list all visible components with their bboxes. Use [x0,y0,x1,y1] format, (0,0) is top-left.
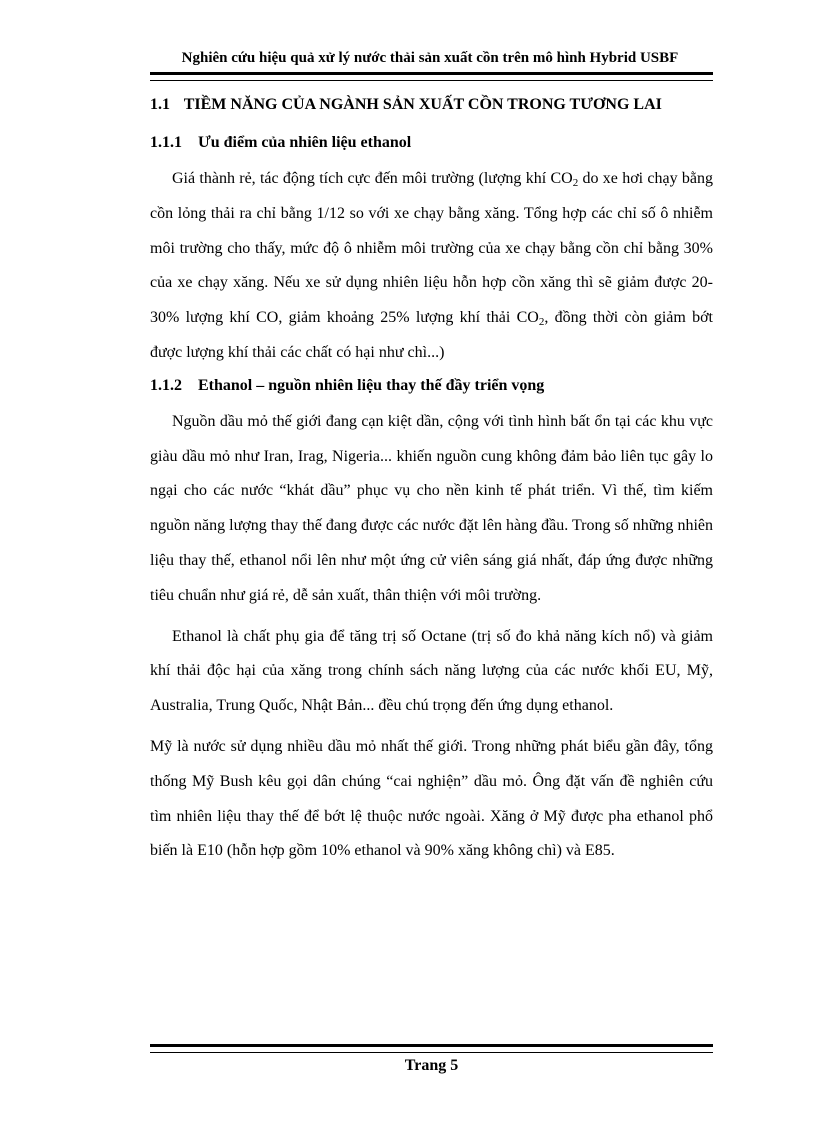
paragraph-ethanol-advantages [150,162,713,371]
subscript: 2 [538,316,545,329]
subsection-heading-1 [150,134,713,152]
page-header-title: Nghiên cứu hiệu quả xử lý nước thải sản xuất cồn trên mô hình Hybrid USBF [181,50,679,66]
subsection-title-1: Ưu điểm của nhiên liệu ethanol [198,134,412,151]
subscript: 2 [572,177,579,189]
page-number: Trang 5 [404,1057,459,1074]
paragraph-usa-usage: Mỹ là nước sử dụng nhiều dầu mỏ nhất thế giới. Trong những phát biểu gần đây, tổng thống Mỹ Bush kêu gọi dân chúng “cai nghiện” dầu mỏ. Ông đặt vấn đề nghiên cứu tìm nhiên liệu thay thế để bớt lệ thuộc nước ngoài. Xăng ở Mỹ được pha ethanol phổ biến là E10 (hỗn hợp gồm 10% ethanol và 90% xăng không chì) và E85. [150,737,713,860]
subsection-heading-2 [150,377,713,395]
document-body [150,96,713,875]
subsection-title-2: Ethanol – nguồn nhiên liệu thay thế đầy triển vọng [198,376,545,394]
subsection-number-2: 1.1.2 [150,376,182,394]
paragraph-oil-depletion: Nguồn dầu mỏ thế giới đang cạn kiệt dần, cộng với tình hình bất ổn tại các khu vực giàu dầu mỏ như Iran, Irag, Nigeria... khiến nguồn cung không đảm bảo liên tục gây lo ngại cho các nước “khát dầu” phục vụ cho nền kinh tế phát triển. Vì thế, tìm kiếm nguồn năng lượng thay thế đang được các nước đặt lên hàng đầu. Trong số những nhiên liệu thay thế, ethanol nổi lên như một ứng cử viên sáng giá nhất, đáp ứng được những tiêu chuẩn như giá rẻ, dễ sản xuất, thân thiện với môi trường. [150,412,713,604]
section-title: TIỀM NĂNG CỦA NGÀNH SẢN XUẤT CỒN TRONG TƯƠNG LAI [183,96,662,113]
header-divider [150,72,713,81]
paragraph-text: , đồng thời còn giảm bớt được lượng khí thải các chất có hại như chì...) [150,309,713,361]
paragraph-octane-additive: Ethanol là chất phụ gia để tăng trị số Octane (trị số đo khả năng kích nổ) và giảm khí thải độc hại của xăng trong chính sách năng lượng của các nước khối EU, Mỹ, Australia, Trung Quốc, Nhật Bản... đều chú trọng đến ứng dụng ethanol. [150,627,713,715]
subsection-number-1: 1.1.1 [150,134,182,151]
section-number: 1.1 [150,96,170,113]
paragraph-text: do xe hơi chạy bằng cồn lỏng thải ra chỉ bằng 1/12 so với xe chạy bằng xăng. Tổng hợp các chỉ số ô nhiễm môi trường cho thấy, mức độ ô nhiễm môi trường của xe chạy bằng cồn chỉ bằng 30% của xe chạy xăng. Nếu xe sử dụng nhiên liệu hỗn hợp cồn xăng thì sẽ giảm được 20-30% lượng khí CO, giảm khoảng 25% lượng khí thải CO [150,170,714,327]
footer-divider [150,1044,713,1053]
paragraph-text: Giá thành rẻ, tác động tích cực đến môi trường (lượng khí CO [172,170,573,187]
section-heading [150,96,713,114]
